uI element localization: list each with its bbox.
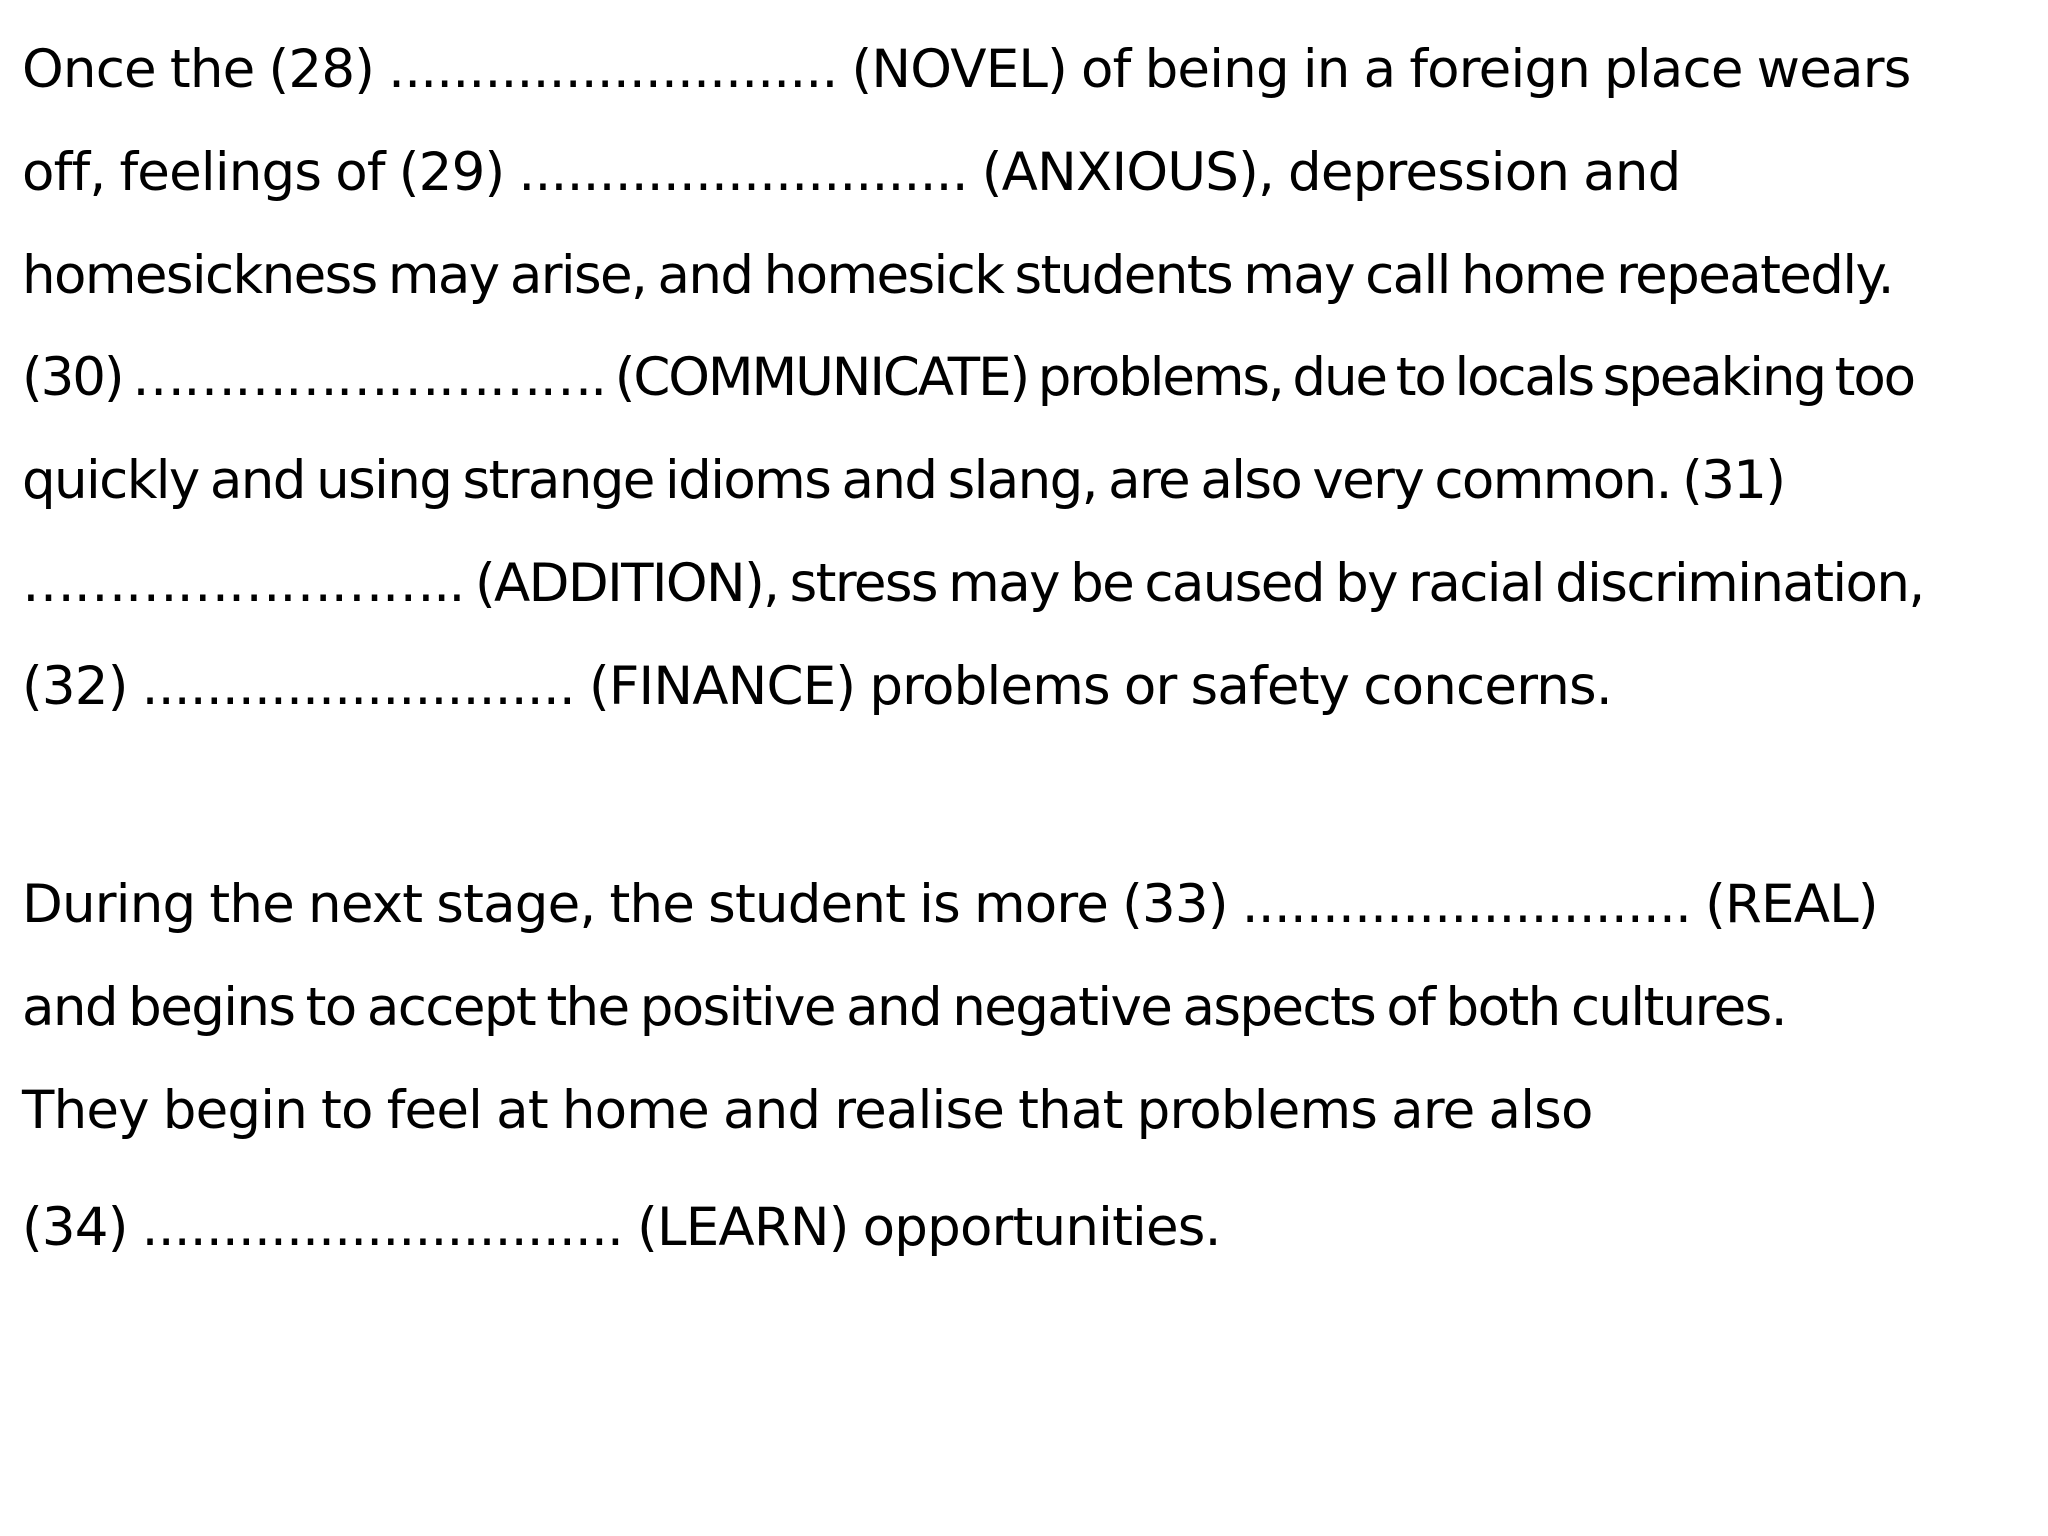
text-line: homesickness may arise, and homesick students may call home repeatedly.: [22, 245, 1893, 306]
text-line: (30) ………………………. (COMMUNICATE) problems, due to locals speaking too: [22, 347, 1914, 408]
text-line: off, feelings of (29) ............................ (ANXIOUS), depression and: [22, 142, 1681, 203]
text-line: They begin to feel at home and realise that problems are also: [22, 1080, 1593, 1141]
text-line: (34) .............................. (LEARN) opportunities.: [22, 1197, 1221, 1258]
text-line: During the next stage, the student is more (33) ............................ (REAL): [22, 874, 1878, 935]
text-line: (32) ........................... (FINANCE) problems or safety concerns.: [22, 656, 1612, 717]
text-line: and begins to accept the positive and negative aspects of both cultures.: [22, 977, 1786, 1038]
text-line: …………………….. (ADDITION), stress may be caused by racial discrimination,: [22, 553, 1924, 614]
text-line: quickly and using strange idioms and slang, are also very common. (31): [22, 450, 1785, 511]
text-line: Once the (28) ............................ (NOVEL) of being in a foreign place wears: [22, 39, 1911, 100]
